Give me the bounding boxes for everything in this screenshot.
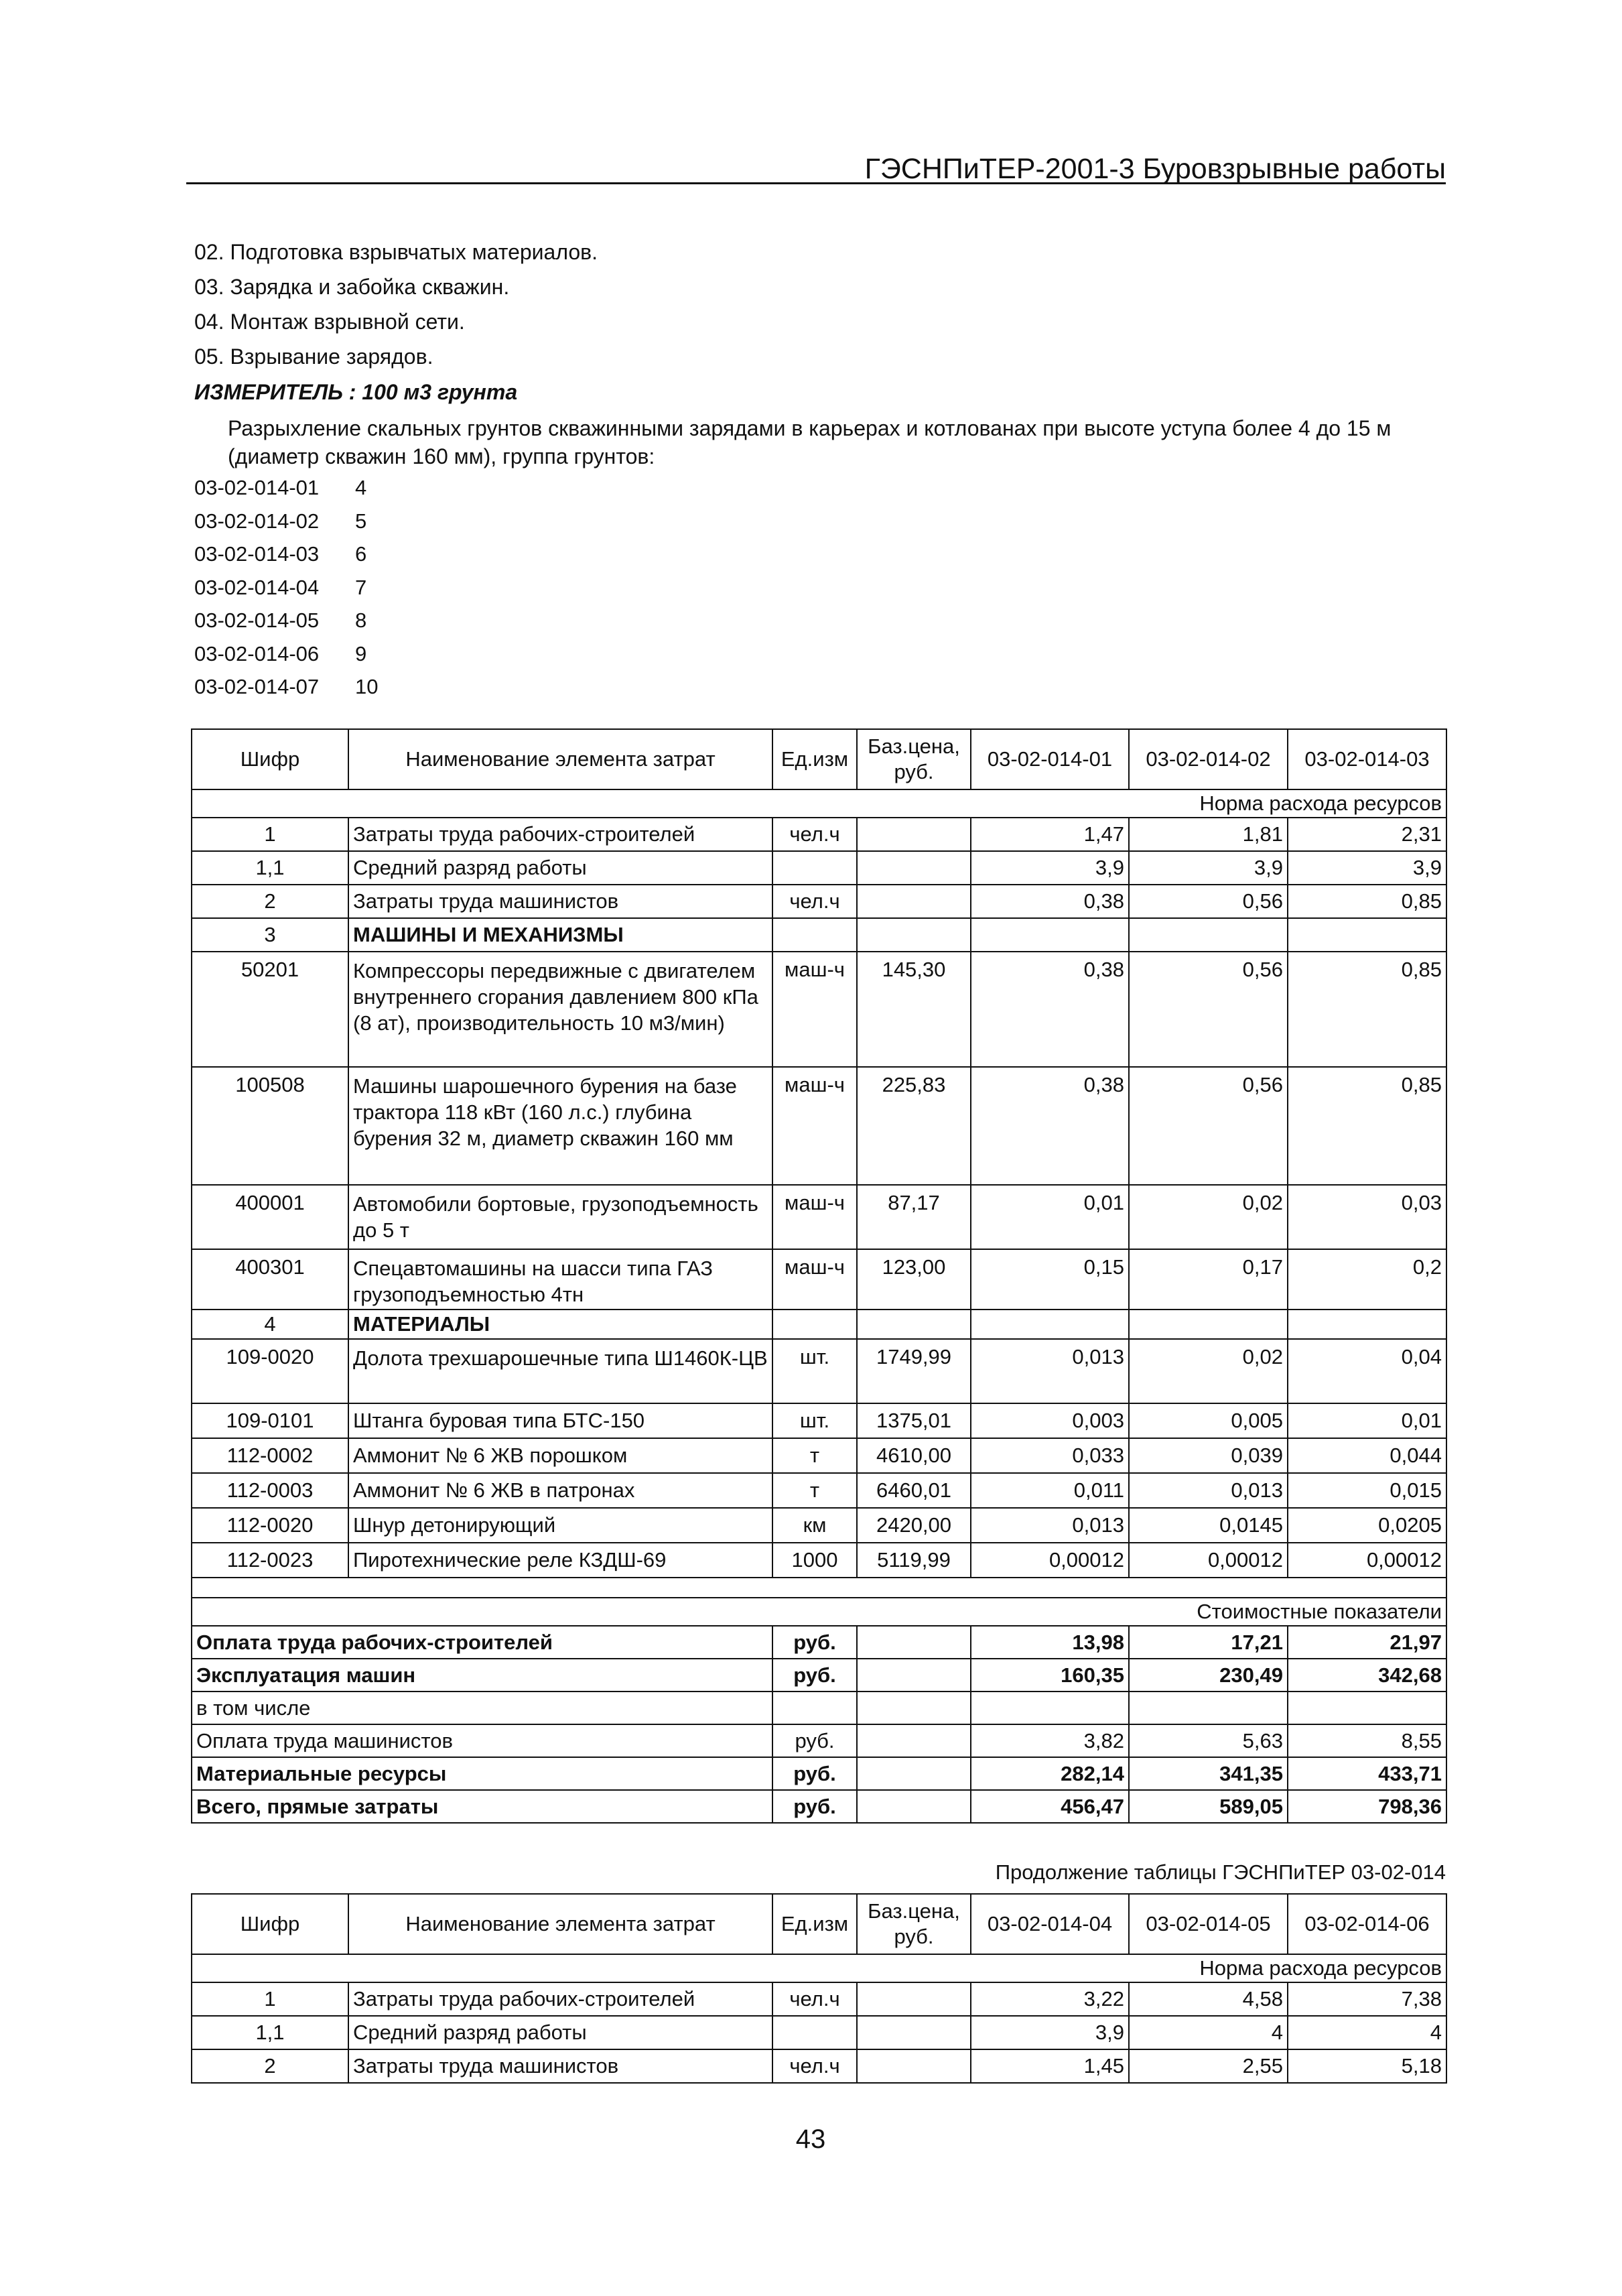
code: 03-02-014-05 (194, 609, 320, 632)
row-price: 145,30 (857, 952, 971, 1067)
table-row (192, 1982, 1446, 2016)
row-name: Автомобили бортовые, грузоподъемность до 5 т (348, 1185, 772, 1249)
section-description: Разрыхление скальных грунтов скважинными зарядами в карьерах и котлованах при высоте уступа более 4 до 15 м (диаметр скважин 160 мм), группа грунтов: (228, 416, 1392, 468)
row-price: 1375,01 (857, 1403, 971, 1438)
row-value: 3,9 (1288, 851, 1446, 885)
cost-unit (772, 1692, 857, 1724)
row-price: 225,83 (857, 1067, 971, 1185)
row-price: 4610,00 (857, 1438, 971, 1473)
row-code: 1 (192, 1982, 348, 2016)
cost-name: Оплата труда рабочих-строителей (192, 1626, 772, 1659)
cost-value: 342,68 (1288, 1659, 1446, 1692)
table-row (192, 2049, 1446, 2083)
cost-name: Эксплуатация машин (192, 1659, 772, 1692)
row-code: 3 (192, 918, 348, 952)
row-value: 0,00012 (1288, 1543, 1446, 1578)
table-header-row (192, 729, 1446, 789)
norm-label: Норма расхода ресурсов (192, 789, 1446, 818)
row-price: 5119,99 (857, 1543, 971, 1578)
code-list-item (194, 637, 378, 671)
row-value: 0,02 (1129, 1339, 1288, 1403)
row-name: Затраты труда рабочих-строителей (348, 818, 772, 851)
cost-value: 798,36 (1288, 1790, 1446, 1823)
row-value: 0,013 (971, 1339, 1129, 1403)
cost-value: 17,21 (1129, 1626, 1288, 1659)
row-code: 112-0003 (192, 1473, 348, 1508)
cost-price (857, 1692, 971, 1724)
row-code: 112-0023 (192, 1543, 348, 1578)
work-step: 05. Взрывание зарядов. (194, 344, 433, 369)
row-value: 0,033 (971, 1438, 1129, 1473)
row-value: 0,01 (1288, 1403, 1446, 1438)
row-value: 0,005 (1129, 1403, 1288, 1438)
code-list-item (194, 537, 378, 571)
row-name: Спецавтомашины на шасси типа ГАЗ грузоподъемностью 4тн (348, 1249, 772, 1310)
row-name: Шнур детонирующий (348, 1508, 772, 1543)
section-row (192, 1954, 1446, 1982)
row-value (1129, 918, 1288, 952)
row-unit: т (772, 1473, 857, 1508)
row-value: 0,03 (1288, 1185, 1446, 1249)
row-unit: чел.ч (772, 2049, 857, 2083)
code: 03-02-014-02 (194, 509, 320, 533)
row-unit: маш-ч (772, 1185, 857, 1249)
row-name: Машины шарошечного бурения на базе трактора 118 кВт (160 л.с.) глубина бурения 32 м, диаметр скважин 160 мм (348, 1067, 772, 1185)
row-code: 100508 (192, 1067, 348, 1185)
table-row (192, 851, 1446, 885)
row-value: 0,04 (1288, 1339, 1446, 1403)
code-list-item (194, 471, 378, 505)
cost-row (192, 1626, 1446, 1659)
row-name: МАШИНЫ И МЕХАНИЗМЫ (348, 918, 772, 952)
soil-group: 7 (355, 575, 367, 599)
section-row (192, 1598, 1446, 1626)
row-value: 7,38 (1288, 1982, 1446, 2016)
cost-value: 21,97 (1288, 1626, 1446, 1659)
row-unit: чел.ч (772, 818, 857, 851)
row-code: 112-0020 (192, 1508, 348, 1543)
section-row (192, 789, 1446, 818)
page-header: ГЭСНПиТЕР-2001-3 Буровзрывные работы (864, 153, 1446, 185)
row-value: 0,56 (1129, 1067, 1288, 1185)
row-value: 0,00012 (971, 1543, 1129, 1578)
row-name: Штанга буровая типа БТС-150 (348, 1403, 772, 1438)
table-row (192, 918, 1446, 952)
work-step: 02. Подготовка взрывчатых материалов. (194, 240, 598, 264)
col-header-variant: 03-02-014-01 (971, 729, 1129, 789)
soil-group: 5 (355, 509, 367, 533)
col-header-unit: Ед.изм (772, 1894, 857, 1954)
cost-row (192, 1790, 1446, 1823)
row-price: 1749,99 (857, 1339, 971, 1403)
row-value: 0,011 (971, 1473, 1129, 1508)
row-value: 0,003 (971, 1403, 1129, 1438)
row-value: 1,45 (971, 2049, 1129, 2083)
table-row (192, 1249, 1446, 1310)
col-header-variant: 03-02-014-03 (1288, 729, 1446, 789)
row-price (857, 851, 971, 885)
cost-price (857, 1790, 971, 1823)
col-header-price: Баз.цена, руб. (857, 1894, 971, 1954)
cost-label: Стоимостные показатели (192, 1598, 1446, 1626)
code: 03-02-014-06 (194, 641, 320, 665)
table-row (192, 1067, 1446, 1185)
cost-value: 3,82 (971, 1724, 1129, 1757)
row-value: 0,015 (1288, 1473, 1446, 1508)
row-value: 0,85 (1288, 952, 1446, 1067)
code-list-item (194, 505, 378, 538)
row-value (971, 918, 1129, 952)
cost-unit: руб. (772, 1757, 857, 1790)
row-value: 0,38 (971, 885, 1129, 918)
table-row (192, 1339, 1446, 1403)
cost-name: Оплата труда машинистов (192, 1724, 772, 1757)
row-price (857, 2016, 971, 2049)
col-header-variant: 03-02-014-02 (1129, 729, 1288, 789)
cost-name: в том числе (192, 1692, 772, 1724)
cost-value: 230,49 (1129, 1659, 1288, 1692)
cost-value: 160,35 (971, 1659, 1129, 1692)
row-name: Долота трехшарошечные типа Ш1460К-ЦВ (348, 1339, 772, 1403)
code: 03-02-014-01 (194, 476, 320, 499)
row-value (1288, 918, 1446, 952)
row-name: МАТЕРИАЛЫ (348, 1310, 772, 1339)
row-unit: шт. (772, 1403, 857, 1438)
row-value (1288, 1310, 1446, 1339)
header-rule (186, 182, 1446, 184)
resource-table-continued (191, 1893, 1447, 2084)
row-value: 3,9 (1129, 851, 1288, 885)
col-header-name: Наименование элемента затрат (348, 1894, 772, 1954)
cost-unit: руб. (772, 1790, 857, 1823)
row-price (857, 1310, 971, 1339)
table-row (192, 952, 1446, 1067)
row-value: 0,85 (1288, 885, 1446, 918)
row-name: Средний разряд работы (348, 851, 772, 885)
row-value: 4 (1129, 2016, 1288, 2049)
col-header-price: Баз.цена, руб. (857, 729, 971, 789)
row-name: Аммонит № 6 ЖВ в патронах (348, 1473, 772, 1508)
row-unit: 1000 (772, 1543, 857, 1578)
cost-value: 341,35 (1129, 1757, 1288, 1790)
spacer-row (192, 1578, 1446, 1598)
row-value: 0,044 (1288, 1438, 1446, 1473)
row-code: 2 (192, 885, 348, 918)
cost-price (857, 1659, 971, 1692)
row-name: Затраты труда машинистов (348, 885, 772, 918)
row-value: 0,56 (1129, 952, 1288, 1067)
row-unit: т (772, 1438, 857, 1473)
soil-group: 10 (355, 675, 379, 698)
row-name: Затраты труда машинистов (348, 2049, 772, 2083)
code: 03-02-014-07 (194, 675, 320, 698)
row-code: 1 (192, 818, 348, 851)
cost-value: 282,14 (971, 1757, 1129, 1790)
code-list-item (194, 571, 378, 604)
cost-row (192, 1692, 1446, 1724)
row-price (857, 918, 971, 952)
col-header-variant: 03-02-014-06 (1288, 1894, 1446, 1954)
code: 03-02-014-03 (194, 542, 320, 566)
row-code: 1,1 (192, 2016, 348, 2049)
row-value (1129, 1310, 1288, 1339)
cost-value: 589,05 (1129, 1790, 1288, 1823)
row-price (857, 1982, 971, 2016)
cost-price (857, 1757, 971, 1790)
row-code: 109-0101 (192, 1403, 348, 1438)
table-row (192, 1310, 1446, 1339)
row-value: 0,56 (1129, 885, 1288, 918)
resource-table (191, 728, 1447, 1824)
row-value: 0,15 (971, 1249, 1129, 1310)
row-code: 400301 (192, 1249, 348, 1310)
table-header-row (192, 1894, 1446, 1954)
col-header-variant: 03-02-014-05 (1129, 1894, 1288, 1954)
table-row (192, 885, 1446, 918)
row-value: 1,47 (971, 818, 1129, 851)
row-code: 50201 (192, 952, 348, 1067)
table-row (192, 2016, 1446, 2049)
soil-group: 4 (355, 476, 367, 499)
cost-value: 5,63 (1129, 1724, 1288, 1757)
col-header-variant: 03-02-014-04 (971, 1894, 1129, 1954)
cost-value (971, 1692, 1129, 1724)
row-unit: чел.ч (772, 885, 857, 918)
cost-value: 13,98 (971, 1626, 1129, 1659)
row-unit (772, 2016, 857, 2049)
row-unit: км (772, 1508, 857, 1543)
row-value: 0,85 (1288, 1067, 1446, 1185)
cost-value (1129, 1692, 1288, 1724)
table-row (192, 1438, 1446, 1473)
row-code: 112-0002 (192, 1438, 348, 1473)
code-list-item (194, 670, 378, 704)
cost-unit: руб. (772, 1659, 857, 1692)
row-value: 0,38 (971, 952, 1129, 1067)
row-code: 2 (192, 2049, 348, 2083)
table-row (192, 1473, 1446, 1508)
measure-unit: ИЗМЕРИТЕЛЬ : 100 м3 грунта (194, 380, 518, 404)
cost-unit: руб. (772, 1724, 857, 1757)
table-row (192, 1543, 1446, 1578)
row-price: 87,17 (857, 1185, 971, 1249)
row-unit: маш-ч (772, 1249, 857, 1310)
row-value: 0,38 (971, 1067, 1129, 1185)
row-name: Средний разряд работы (348, 2016, 772, 2049)
row-code: 400001 (192, 1185, 348, 1249)
row-name: Затраты труда рабочих-строителей (348, 1982, 772, 2016)
row-code: 4 (192, 1310, 348, 1339)
row-unit: маш-ч (772, 1067, 857, 1185)
row-value: 0,01 (971, 1185, 1129, 1249)
row-value: 3,9 (971, 2016, 1129, 2049)
row-price (857, 818, 971, 851)
row-price (857, 2049, 971, 2083)
row-value: 2,31 (1288, 818, 1446, 851)
row-price: 123,00 (857, 1249, 971, 1310)
cost-unit: руб. (772, 1626, 857, 1659)
row-name: Пиротехнические реле КЗДШ-69 (348, 1543, 772, 1578)
row-unit: шт. (772, 1339, 857, 1403)
row-value (971, 1310, 1129, 1339)
row-value: 1,81 (1129, 818, 1288, 851)
code-list-item (194, 604, 378, 637)
row-value: 5,18 (1288, 2049, 1446, 2083)
row-value: 0,013 (1129, 1473, 1288, 1508)
continuation-title: Продолжение таблицы ГЭСНПиТЕР 03-02-014 (995, 1860, 1446, 1884)
table-row (192, 818, 1446, 851)
work-step: 04. Монтаж взрывной сети. (194, 310, 465, 334)
row-value: 0,02 (1129, 1185, 1288, 1249)
cost-name: Материальные ресурсы (192, 1757, 772, 1790)
intro-section (194, 235, 1440, 468)
row-value: 0,17 (1129, 1249, 1288, 1310)
row-code: 109-0020 (192, 1339, 348, 1403)
row-unit (772, 851, 857, 885)
code: 03-02-014-04 (194, 575, 320, 599)
soil-group: 9 (355, 641, 367, 665)
row-value: 3,9 (971, 851, 1129, 885)
row-unit: маш-ч (772, 952, 857, 1067)
table-row (192, 1508, 1446, 1543)
cost-value: 433,71 (1288, 1757, 1446, 1790)
soil-group: 6 (355, 542, 367, 566)
row-value: 0,013 (971, 1508, 1129, 1543)
table-row (192, 1403, 1446, 1438)
cost-row (192, 1724, 1446, 1757)
col-header-name: Наименование элемента затрат (348, 729, 772, 789)
cost-row (192, 1757, 1446, 1790)
row-value: 0,0205 (1288, 1508, 1446, 1543)
code-list (194, 471, 378, 704)
cost-name: Всего, прямые затраты (192, 1790, 772, 1823)
cost-value: 8,55 (1288, 1724, 1446, 1757)
row-name: Аммонит № 6 ЖВ порошком (348, 1438, 772, 1473)
row-value: 2,55 (1129, 2049, 1288, 2083)
row-unit (772, 1310, 857, 1339)
row-value: 3,22 (971, 1982, 1129, 2016)
row-unit: чел.ч (772, 1982, 857, 2016)
row-price (857, 885, 971, 918)
cost-value (1288, 1692, 1446, 1724)
norm-label: Норма расхода ресурсов (192, 1954, 1446, 1982)
work-step: 03. Зарядка и забойка скважин. (194, 275, 510, 299)
cost-value: 456,47 (971, 1790, 1129, 1823)
cost-price (857, 1626, 971, 1659)
row-value: 0,00012 (1129, 1543, 1288, 1578)
cost-price (857, 1724, 971, 1757)
soil-group: 8 (355, 609, 367, 632)
table-row (192, 1185, 1446, 1249)
row-value: 0,039 (1129, 1438, 1288, 1473)
page-number: 43 (795, 2124, 826, 2154)
row-value: 4 (1288, 2016, 1446, 2049)
row-value: 4,58 (1129, 1982, 1288, 2016)
row-code: 1,1 (192, 851, 348, 885)
row-price: 2420,00 (857, 1508, 971, 1543)
col-header-code: Шифр (192, 1894, 348, 1954)
col-header-code: Шифр (192, 729, 348, 789)
row-unit (772, 918, 857, 952)
row-value: 0,0145 (1129, 1508, 1288, 1543)
col-header-unit: Ед.изм (772, 729, 857, 789)
row-value: 0,2 (1288, 1249, 1446, 1310)
row-name: Компрессоры передвижные с двигателем внутреннего сгорания давлением 800 кПа (8 ат), производительность 10 м3/мин) (348, 952, 772, 1067)
cost-row (192, 1659, 1446, 1692)
row-price: 6460,01 (857, 1473, 971, 1508)
